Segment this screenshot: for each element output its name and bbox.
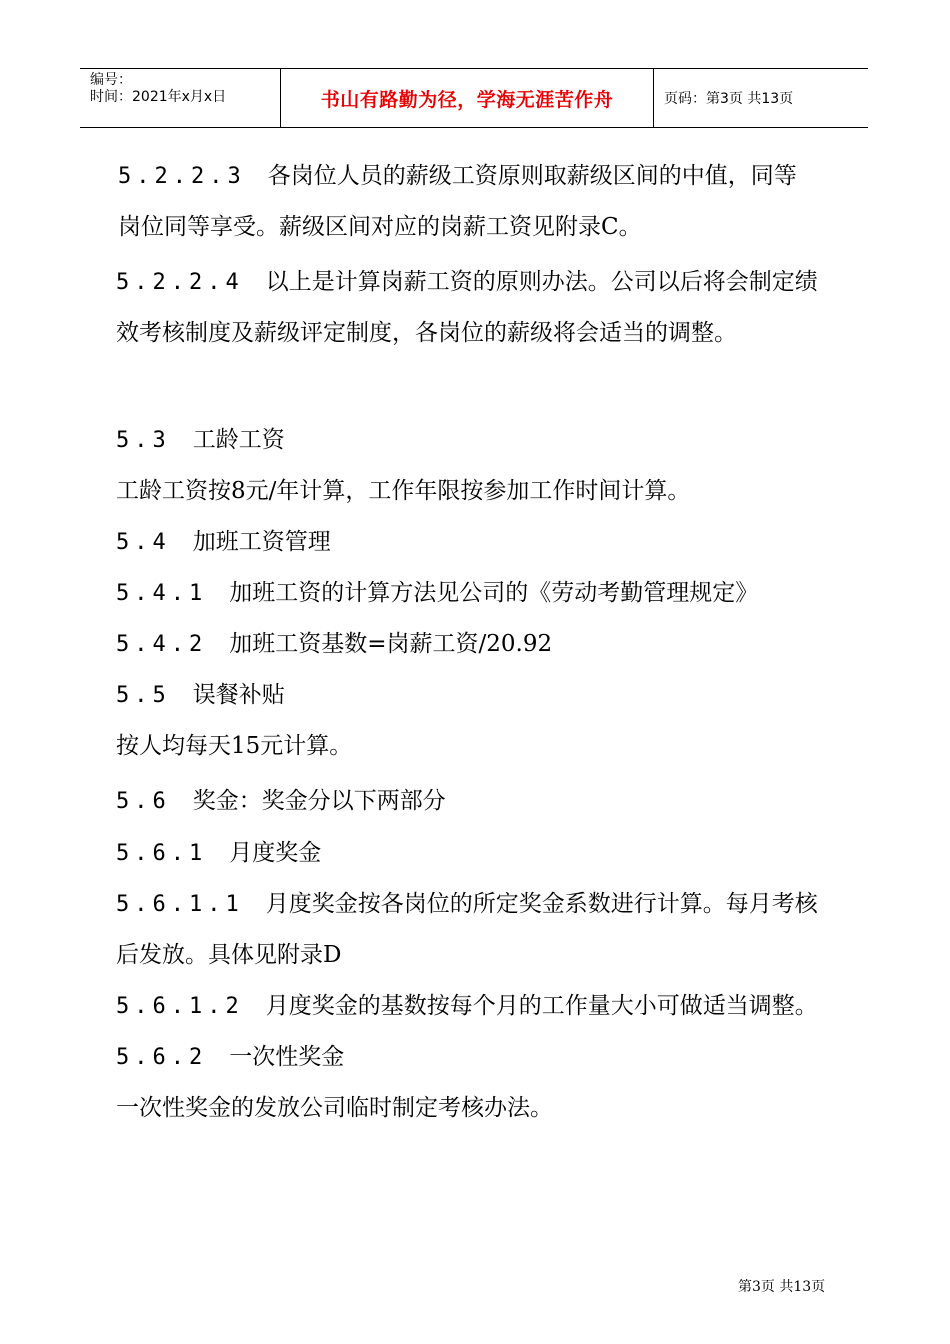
section-number: 5.4.2 [116, 632, 208, 657]
doc-number-label: 编号： [90, 72, 132, 88]
paragraph-text: 月度奖金按各岗位的所定奖金系数进行计算。每月考核 [265, 891, 818, 917]
header-page-label: 页码：第3页 共13页 [664, 91, 794, 107]
paragraph-text: 加班工资基数=岗薪工资/20.92 [229, 631, 553, 657]
section-number: 5.6 [116, 789, 171, 814]
header-motto: 书山有路勤为径，学海无涯苦作舟 [281, 69, 654, 127]
section-number: 5.5 [116, 683, 171, 708]
paragraph-text: 加班工资的计算方法见公司的《劳动考勤管理规定》 [229, 580, 759, 606]
section-title: 加班工资管理 [192, 529, 331, 555]
section-number: 5.6.1.1 [116, 892, 244, 917]
section-title: 工龄工资 [192, 427, 285, 453]
section-55-text: 按人均每天15元计算。 [116, 733, 353, 759]
section-541-line [116, 578, 758, 609]
section-5611-line2: 后发放。具体见附录D [116, 942, 342, 968]
section-5224-line1 [116, 267, 818, 298]
section-56-heading [116, 786, 446, 817]
section-561-heading [116, 838, 321, 869]
section-title: 一次性奖金 [229, 1044, 345, 1070]
section-562-heading [116, 1042, 344, 1073]
section-number: 5.2.2.3 [118, 164, 246, 189]
section-5224-line2: 效考核制度及薪级评定制度，各岗位的薪级将会适当的调整。 [116, 320, 737, 346]
section-number: 5.2.2.4 [116, 270, 244, 295]
paragraph-text: 各岗位人员的薪级工资原则取薪级区间的中值，同等 [267, 163, 797, 189]
section-5612-line [116, 991, 818, 1022]
section-542-line [116, 629, 552, 660]
section-5611-line1 [116, 889, 818, 920]
doc-time-label: 时间：2021年x月x日 [90, 89, 227, 105]
paragraph-text: 月度奖金的基数按每个月的工作量大小可做适当调整。 [265, 993, 818, 1019]
section-55-heading [116, 680, 285, 711]
section-5223-line2: 岗位同等享受。薪级区间对应的岗薪工资见附录C。 [118, 214, 642, 240]
header-meta-cell [80, 69, 281, 127]
page-footer: 第3页 共13页 [738, 1279, 826, 1295]
section-number: 5.4.1 [116, 581, 208, 606]
section-title: 奖金：奖金分以下两部分 [192, 788, 446, 814]
section-number: 5.3 [116, 428, 171, 453]
section-number: 5.6.1.2 [116, 994, 244, 1019]
section-number: 5.4 [116, 530, 171, 555]
section-number: 5.6.1 [116, 841, 208, 866]
section-54-heading [116, 527, 331, 558]
section-number: 5.6.2 [116, 1045, 208, 1070]
section-5223-line1 [118, 161, 797, 192]
section-title: 误餐补贴 [192, 682, 285, 708]
section-53-heading [116, 425, 285, 456]
section-title: 月度奖金 [229, 840, 322, 866]
paragraph-text: 以上是计算岗薪工资的原则办法。公司以后将会制定绩 [265, 269, 818, 295]
document-header [80, 68, 868, 128]
section-562-text: 一次性奖金的发放公司临时制定考核办法。 [116, 1095, 553, 1121]
section-53-text: 工龄工资按8元/年计算，工作年限按参加工作时间计算。 [116, 478, 691, 504]
